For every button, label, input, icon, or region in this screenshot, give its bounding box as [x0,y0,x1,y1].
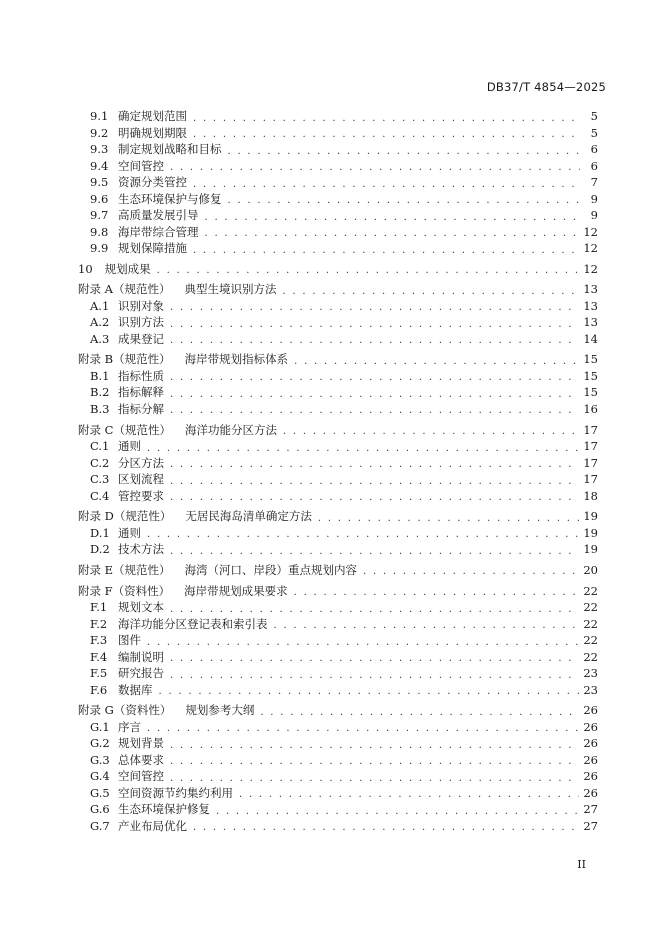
toc-dot-leader [193,243,579,257]
toc-entry-number: 10 [78,261,93,276]
toc-entry[interactable] [78,108,598,125]
toc-entry-page: 22 [583,649,598,664]
toc-entry-title: 指标性质 [118,368,164,383]
toc-entry-page: 26 [583,769,598,784]
toc-dot-leader [170,602,579,616]
toc-entry-number: 附录 F（资料性） [78,583,171,598]
toc-entry-page: 26 [583,719,598,734]
toc-entry-page: 17 [583,422,598,437]
toc-entry[interactable] [78,141,598,158]
toc-dot-leader [170,544,579,558]
toc-entry-number: A.3 [90,331,110,346]
toc-entry[interactable] [78,191,598,208]
toc-dot-leader [294,354,579,368]
table-of-contents [78,108,598,834]
toc-entry-page: 20 [583,562,598,577]
toc-dot-leader [170,370,579,384]
toc-entry[interactable] [78,240,598,257]
toc-entry-number: F.5 [90,666,108,681]
toc-dot-leader [170,387,579,401]
toc-entry[interactable] [78,455,598,472]
toc-entry-number: F.4 [90,649,108,664]
toc-entry-page: 13 [583,298,598,313]
toc-entry-page: 26 [583,752,598,767]
toc-dot-leader [205,226,580,240]
toc-dot-leader [170,651,579,665]
toc-entry[interactable] [78,125,598,142]
toc-entry[interactable] [78,261,598,278]
toc-entry-page: 15 [583,352,598,367]
toc-entry-page: 9 [590,208,598,222]
toc-entry-page: 12 [583,261,598,276]
toc-entry-page: 27 [583,818,598,833]
toc-entry-number: F.2 [90,616,108,631]
toc-entry-page: 13 [583,315,598,330]
toc-entry[interactable] [78,541,598,558]
toc-dot-leader [318,511,579,525]
toc-entry-number: F.3 [90,633,108,648]
toc-entry-title: 研究报告 [118,666,164,681]
toc-entry-title: 海湾（河口、岸段）重点规划内容 [184,562,358,577]
toc-dot-leader [170,457,579,471]
toc-entry-number: 附录 E（规范性） [78,562,171,577]
toc-entry-number: 9.4 [90,158,109,173]
toc-dot-leader [228,193,581,207]
toc-dot-leader [159,684,580,698]
toc-entry-page: 26 [583,703,598,718]
toc-entry[interactable] [78,508,598,525]
toc-entry[interactable] [78,384,598,401]
toc-entry-page: 15 [583,368,598,383]
toc-entry-title: 规划背景 [118,736,164,751]
toc-entry-number: 9.1 [90,109,109,123]
toc-entry-number: 附录 C（规范性） [78,422,171,437]
toc-entry-number: C.4 [90,488,110,503]
toc-dot-leader [170,317,579,331]
toc-entry-page: 6 [590,158,598,173]
toc-entry-number: G.1 [90,719,110,734]
toc-entry-number: 附录 D（规范性） [78,509,172,524]
toc-entry-page: 26 [583,785,598,800]
toc-entry-number: 9.9 [90,241,109,255]
toc-entry[interactable] [78,649,598,666]
toc-entry-number: B.1 [90,368,110,383]
toc-entry-title: 分区方法 [118,455,164,470]
toc-entry-page: 12 [583,224,598,239]
toc-entry[interactable] [78,583,598,600]
toc-entry-title: 成果登记 [118,331,164,346]
toc-dot-leader [193,177,580,191]
toc-entry-page: 22 [583,583,598,598]
toc-entry-page: 17 [583,472,598,487]
toc-entry-page: 5 [590,109,598,123]
toc-entry-number: 9.7 [90,208,109,222]
toc-entry-number: 9.8 [90,224,109,239]
toc-entry[interactable] [78,401,598,418]
toc-entry[interactable] [78,331,598,348]
toc-entry-title: 指标解释 [118,385,164,400]
toc-entry-page: 19 [583,509,598,524]
toc-dot-leader [363,564,579,578]
toc-dot-leader [205,210,581,224]
toc-entry[interactable] [78,488,598,505]
toc-entry-number: F.6 [90,682,108,697]
toc-entry-page: 9 [590,191,598,206]
toc-entry[interactable] [78,174,598,191]
toc-entry-title: 海岸带规划成果要求 [184,583,288,598]
toc-dot-leader [157,263,580,277]
toc-entry[interactable] [78,525,598,542]
toc-entry-page: 13 [583,282,598,297]
toc-entry-number: D.2 [90,542,110,557]
toc-entry-title: 规划参考大纲 [185,703,255,718]
toc-dot-leader [170,160,580,174]
toc-entry-title: 识别对象 [118,298,164,313]
toc-dot-leader [147,721,579,735]
toc-entry-number: G.5 [90,785,110,800]
toc-entry[interactable] [78,351,598,368]
toc-entry[interactable] [78,562,598,579]
toc-entry-number: B.2 [90,385,110,400]
toc-entry-number: 9.3 [90,142,109,156]
document-id-header: DB37/T 4854—2025 [486,80,606,94]
toc-entry-title: 空间管控 [118,158,164,173]
toc-entry-title: 规划保障措施 [118,241,187,255]
toc-entry[interactable] [78,752,598,769]
toc-entry-number: D.1 [90,525,110,540]
toc-entry[interactable] [78,298,598,315]
toc-entry-title: 区划流程 [118,472,164,487]
toc-entry[interactable] [78,616,598,633]
toc-entry-page: 17 [583,455,598,470]
toc-entry-title: 海洋功能分区方法 [184,422,277,437]
toc-entry-number: 附录 B（规范性） [78,352,171,367]
toc-dot-leader [193,127,580,141]
toc-entry-title: 规划文本 [118,600,164,615]
toc-entry-page: 5 [590,125,598,140]
toc-dot-leader [170,333,579,347]
toc-entry-title: 无居民海岛清单确定方法 [185,509,312,524]
toc-entry-title: 指标分解 [118,401,164,416]
toc-dot-leader [147,527,579,541]
toc-entry[interactable] [78,632,598,649]
toc-dot-leader [274,618,580,632]
toc-entry-page: 22 [583,616,598,631]
toc-dot-leader [282,284,579,298]
toc-entry-page: 23 [583,666,598,681]
toc-dot-leader [147,441,579,455]
toc-entry-page: 22 [583,600,598,615]
toc-entry-title: 通则 [118,525,141,540]
toc-entry[interactable] [78,735,598,752]
toc-entry-title: 空间资源节约集约利用 [118,785,233,800]
toc-entry-number: G.2 [90,736,110,751]
toc-entry[interactable] [78,785,598,802]
toc-dot-leader [260,705,579,719]
toc-entry-page: 22 [583,633,598,648]
toc-entry-title: 资源分类管控 [118,175,187,189]
toc-entry-title: 明确规划期限 [118,125,187,140]
toc-entry-number: 附录 A（规范性） [78,282,171,297]
toc-entry-number: A.1 [90,298,110,313]
toc-entry-number: C.2 [90,455,110,470]
toc-entry[interactable] [78,665,598,682]
toc-entry-number: G.3 [90,752,110,767]
toc-entry-title: 管控要求 [118,488,164,503]
toc-entry-page: 12 [583,241,598,255]
toc-entry[interactable] [78,438,598,455]
toc-entry-page: 26 [583,736,598,751]
toc-entry-number: 9.6 [90,191,109,206]
toc-dot-leader [170,490,579,504]
toc-entry[interactable] [78,702,598,719]
toc-entry-title: 数据库 [118,682,153,697]
toc-dot-leader [170,474,579,488]
toc-entry-page: 6 [590,142,598,156]
toc-entry-number: 9.5 [90,175,109,189]
toc-entry-page: 16 [583,401,598,416]
toc-entry[interactable] [78,599,598,616]
toc-entry[interactable] [78,281,598,298]
toc-entry-page: 17 [583,439,598,454]
toc-entry-number: C.3 [90,472,110,487]
toc-entry[interactable] [78,471,598,488]
page-number-footer: II [577,858,586,871]
toc-entry-number: F.1 [90,600,108,615]
toc-dot-leader [216,804,579,818]
toc-entry-title: 高质量发展引导 [118,208,199,222]
toc-entry-title: 生态环境保护修复 [118,802,210,817]
toc-dot-leader [170,738,579,752]
toc-entry-number: G.6 [90,802,110,817]
toc-dot-leader [283,424,579,438]
toc-entry[interactable] [78,682,598,699]
toc-dot-leader [294,585,580,599]
toc-entry-number: G.7 [90,818,110,833]
toc-entry-title: 技术方法 [118,542,164,557]
toc-entry-title: 总体要求 [118,752,164,767]
toc-entry-title: 规划成果 [104,261,151,276]
toc-entry[interactable] [78,368,598,385]
toc-dot-leader [193,111,580,125]
toc-entry[interactable] [78,158,598,175]
toc-dot-leader [170,754,579,768]
toc-dot-leader [170,403,579,417]
toc-entry-title: 图件 [118,633,141,648]
toc-entry-page: 18 [583,488,598,503]
toc-dot-leader [170,668,579,682]
toc-entry-title: 编制说明 [118,649,164,664]
toc-entry-title: 海洋功能分区登记表和索引表 [118,616,268,631]
toc-entry-page: 14 [583,331,598,346]
toc-dot-leader [170,300,579,314]
toc-entry-page: 19 [583,525,598,540]
toc-entry[interactable] [78,422,598,439]
toc-entry-title: 确定规划范围 [118,109,187,123]
toc-entry-title: 制定规划战略和目标 [118,142,222,156]
toc-entry-number: 附录 G（资料性） [78,703,172,718]
toc-entry-title: 海岸带综合管理 [118,224,199,239]
toc-entry-page: 27 [583,802,598,817]
toc-entry-title: 海岸带规划指标体系 [184,352,289,367]
toc-dot-leader [170,771,579,785]
toc-entry-title: 产业布局优化 [118,818,187,833]
toc-entry-number: G.4 [90,769,110,784]
toc-entry-title: 生态环境保护与修复 [118,191,222,206]
toc-entry-number: 9.2 [90,125,109,140]
toc-dot-leader [228,144,581,158]
toc-entry[interactable] [78,314,598,331]
toc-entry[interactable] [78,801,598,818]
toc-entry-number: B.3 [90,401,110,416]
toc-entry-page: 15 [583,385,598,400]
toc-entry[interactable] [78,719,598,736]
toc-dot-leader [147,635,579,649]
toc-entry[interactable] [78,818,598,835]
toc-entry[interactable] [78,207,598,224]
toc-entry-page: 19 [583,542,598,557]
toc-entry[interactable] [78,768,598,785]
toc-dot-leader [239,787,579,801]
toc-entry-page: 7 [590,175,598,189]
toc-entry-title: 通则 [118,439,141,454]
toc-entry-title: 典型生境识别方法 [184,282,277,297]
toc-entry-title: 识别方法 [118,315,164,330]
toc-entry[interactable] [78,224,598,241]
toc-entry-title: 序言 [118,719,141,734]
toc-entry-number: C.1 [90,439,110,454]
toc-entry-number: A.2 [90,315,110,330]
toc-entry-title: 空间管控 [118,769,164,784]
toc-dot-leader [193,820,579,834]
toc-entry-page: 23 [583,682,598,697]
